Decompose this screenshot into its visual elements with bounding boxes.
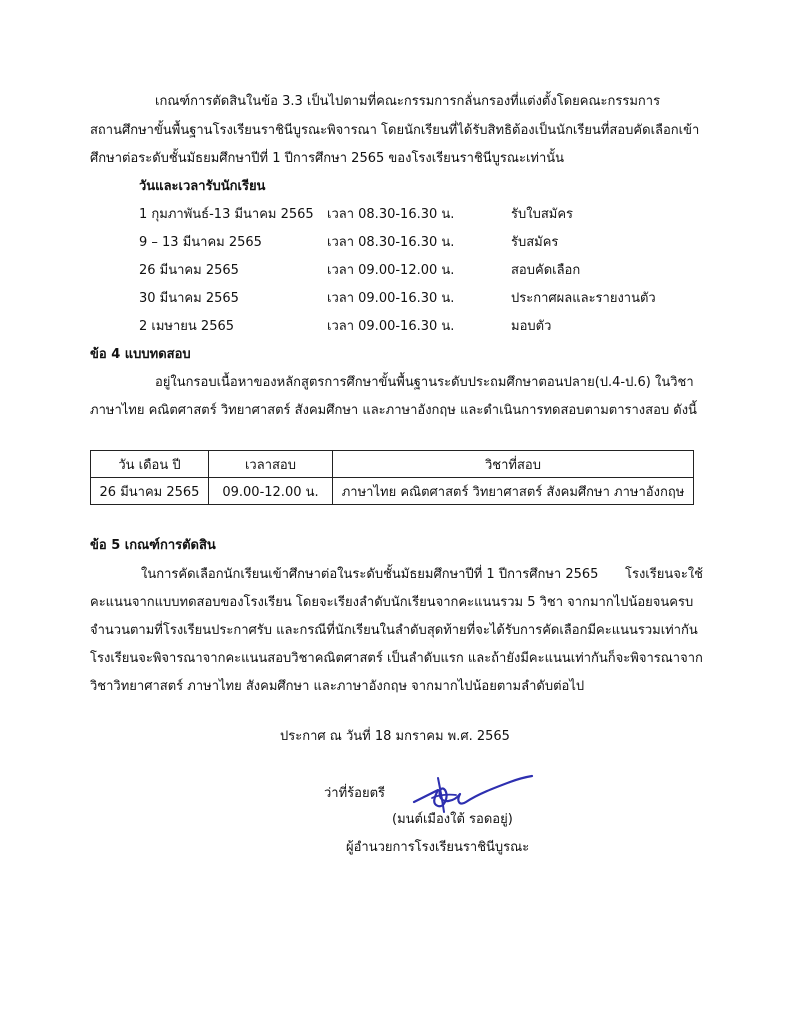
table-header-cell: วิชาที่สอบ <box>333 451 694 478</box>
table-header-cell: เวลาสอบ <box>209 451 333 478</box>
schedule-time: เวลา 08.30-16.30 น. <box>327 207 455 222</box>
section-5-line-2: คะแนนจากแบบทดสอบของโรงเรียน โดยจะเรียงลำดับนักเรียนจากคะแนนรวม 5 วิชา จากมากไปน้อยจนครบ <box>90 595 694 610</box>
section-5-line-1-end: โรงเรียนจะใช้ <box>624 567 703 582</box>
schedule-date: 9 – 13 มีนาคม 2565 <box>139 235 262 250</box>
signer-name: (มนต์เมืองใต้ รอดอยู่) <box>392 812 513 827</box>
section-5-heading: ข้อ 5 เกณฑ์การตัดสิน <box>90 538 216 553</box>
schedule-time: เวลา 09.00-16.30 น. <box>327 291 455 306</box>
schedule-date: 1 กุมภาพันธ์-13 มีนาคม 2565 <box>139 207 314 222</box>
table-cell-subjects: ภาษาไทย คณิตศาสตร์ วิทยาศาสตร์ สังคมศึกษา ภาษาอังกฤษ <box>333 478 694 505</box>
schedule-date: 2 เมษายน 2565 <box>139 319 235 334</box>
section-5-line-3: จำนวนตามที่โรงเรียนประกาศรับ และกรณีที่นักเรียนในลำดับสุดท้ายที่จะได้รับการคัดเลือกมีคะแนนรวมเท่ากัน <box>90 623 698 638</box>
table-header-row <box>91 451 694 478</box>
announcement-date: ประกาศ ณ วันที่ 18 มกราคม พ.ศ. 2565 <box>280 729 510 744</box>
exam-schedule-table <box>90 450 694 505</box>
schedule-activity: ประกาศผลและรายงานตัว <box>511 291 656 306</box>
table-header-cell: วัน เดือน ปี <box>91 451 209 478</box>
section-4-heading: ข้อ 4 แบบทดสอบ <box>90 347 191 362</box>
schedule-date: 26 มีนาคม 2565 <box>139 263 239 278</box>
schedule-time: เวลา 09.00-12.00 น. <box>327 263 455 278</box>
schedule-activity: สอบคัดเลือก <box>511 263 581 278</box>
intro-line-2: สถานศึกษาขั้นพื้นฐานโรงเรียนราชินีบูรณะพิจารณา โดยนักเรียนที่ได้รับสิทธิต้องเป็นนักเรียนที่สอบคัดเลือกเข้า <box>90 123 700 138</box>
schedule-activity: รับใบสมัคร <box>511 207 574 222</box>
schedule-heading: วันและเวลารับนักเรียน <box>139 179 266 194</box>
section-5-line-5: วิชาวิทยาศาสตร์ ภาษาไทย สังคมศึกษา และภาษาอังกฤษ จากมากไปน้อยตามลำดับต่อไป <box>90 679 585 694</box>
schedule-date: 30 มีนาคม 2565 <box>139 291 239 306</box>
table-row <box>91 478 694 505</box>
section-4-line-1: อยู่ในกรอบเนื้อหาของหลักสูตรการศึกษาขั้นพื้นฐานระดับประถมศึกษาตอนปลาย(ป.4-ป.6) ในวิชา <box>155 375 694 390</box>
intro-line-1: เกณฑ์การตัดสินในข้อ 3.3 เป็นไปตามที่คณะกรรมการกลั่นกรองที่แต่งตั้งโดยคณะกรรมการ <box>155 94 661 109</box>
schedule-activity: รับสมัคร <box>511 235 559 250</box>
signer-position: ผู้อำนวยการโรงเรียนราชินีบูรณะ <box>346 840 530 855</box>
section-5-line-4: โรงเรียนจะพิจารณาจากคะแนนสอบวิชาคณิตศาสตร์ เป็นลำดับแรก และถ้ายังมีคะแนนเท่ากันก็จะพิจารณาจาก <box>90 651 703 666</box>
signature-rank: ว่าที่ร้อยตรี <box>324 786 386 801</box>
section-5-line-1: ในการคัดเลือกนักเรียนเข้าศึกษาต่อในระดับชั้นมัธยมศึกษาปีที่ 1 ปีการศึกษา 2565 <box>141 567 599 582</box>
table-cell-time: 09.00-12.00 น. <box>209 478 333 505</box>
schedule-time: เวลา 09.00-16.30 น. <box>327 319 455 334</box>
section-4-line-2: ภาษาไทย คณิตศาสตร์ วิทยาศาสตร์ สังคมศึกษา และภาษาอังกฤษ และดำเนินการทดสอบตามตารางสอบ ดังนี้ <box>90 403 697 418</box>
schedule-time: เวลา 08.30-16.30 น. <box>327 235 455 250</box>
schedule-activity: มอบตัว <box>511 319 552 334</box>
intro-line-3: ศึกษาต่อระดับชั้นมัธยมศึกษาปีที่ 1 ปีการศึกษา 2565 ของโรงเรียนราชินีบูรณะเท่านั้น <box>90 151 565 166</box>
table-cell-date: 26 มีนาคม 2565 <box>91 478 209 505</box>
